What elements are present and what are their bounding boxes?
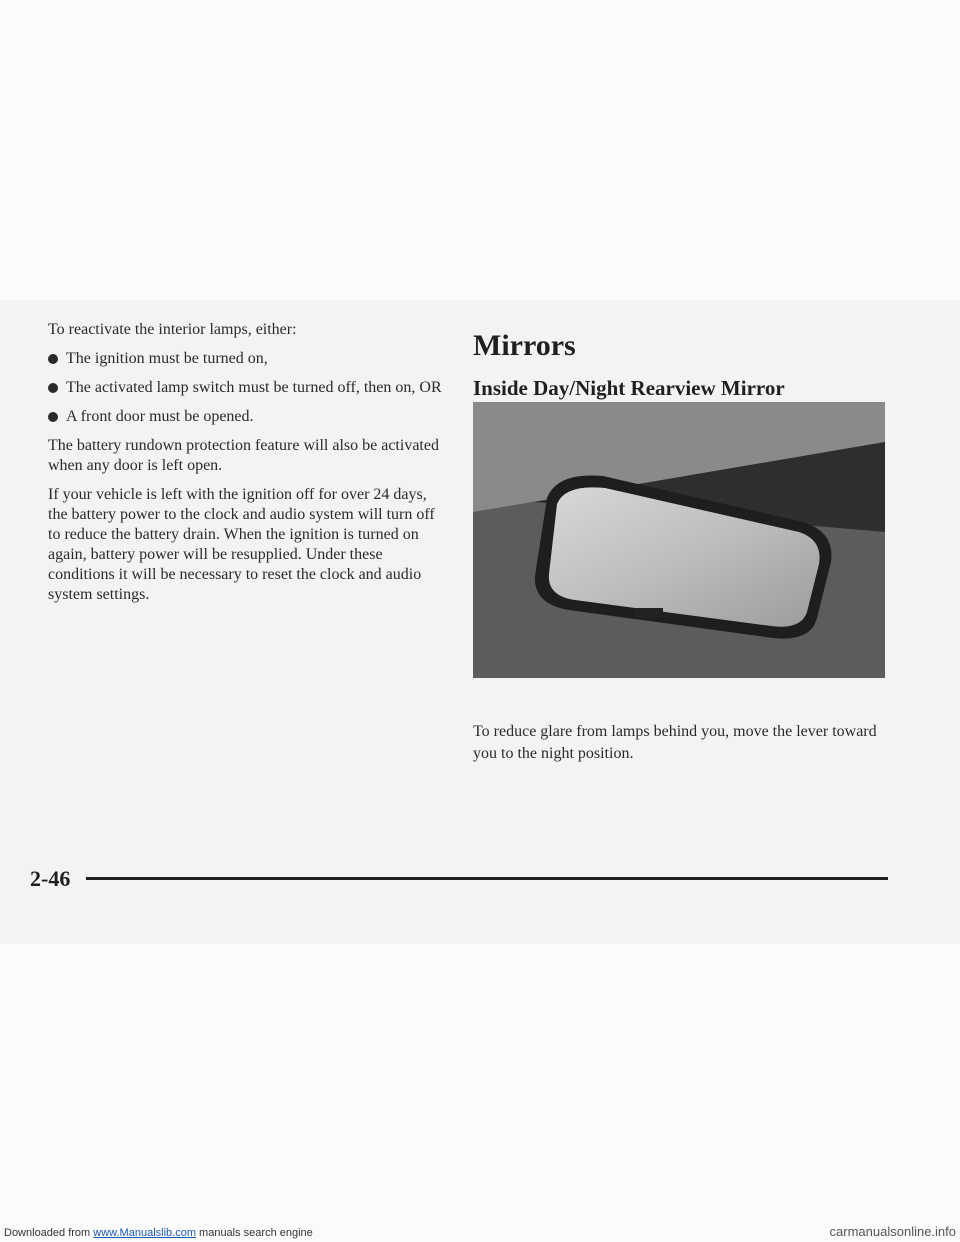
list-item: A front door must be opened. [48, 407, 448, 427]
footer-rule [86, 877, 888, 880]
bullet-list [48, 349, 448, 427]
paragraph-battery: If your vehicle is left with the ignition off for over 24 days, the battery power to the clock and audio system will turn off to reduce the battery drain. When the ignition is turned on again, battery power will be resupplied. Under these conditions it will be necessary to reset the clock and audio system settings. [48, 486, 435, 603]
paragraph-rundown: The battery rundown protection feature will also be activated when any door is left open. [48, 437, 439, 474]
section-heading: Mirrors [473, 329, 576, 362]
subsection-heading: Inside Day/Night Rearview Mirror [473, 376, 785, 400]
footer-prefix: Downloaded from [4, 1227, 94, 1239]
left-column [48, 320, 448, 614]
page-number: 2-46 [30, 866, 71, 891]
download-footer [0, 1226, 960, 1242]
watermark: carmanualsonline.info [829, 1224, 956, 1239]
rearview-mirror-photo [473, 402, 885, 678]
footer-suffix: manuals search engine [195, 1227, 313, 1239]
footer-credit [4, 1227, 313, 1239]
manualslib-link[interactable]: www.Manualslib.com [93, 1227, 196, 1239]
mirror-illustration [473, 402, 885, 678]
mirror-caption: To reduce glare from lamps behind you, move the lever toward you to the night position. [473, 723, 877, 762]
list-item: The activated lamp switch must be turned off, then on, OR [48, 378, 448, 398]
list-item: The ignition must be turned on, [48, 349, 448, 369]
intro-text: To reactivate the interior lamps, either: [48, 321, 297, 338]
right-column [473, 328, 893, 402]
